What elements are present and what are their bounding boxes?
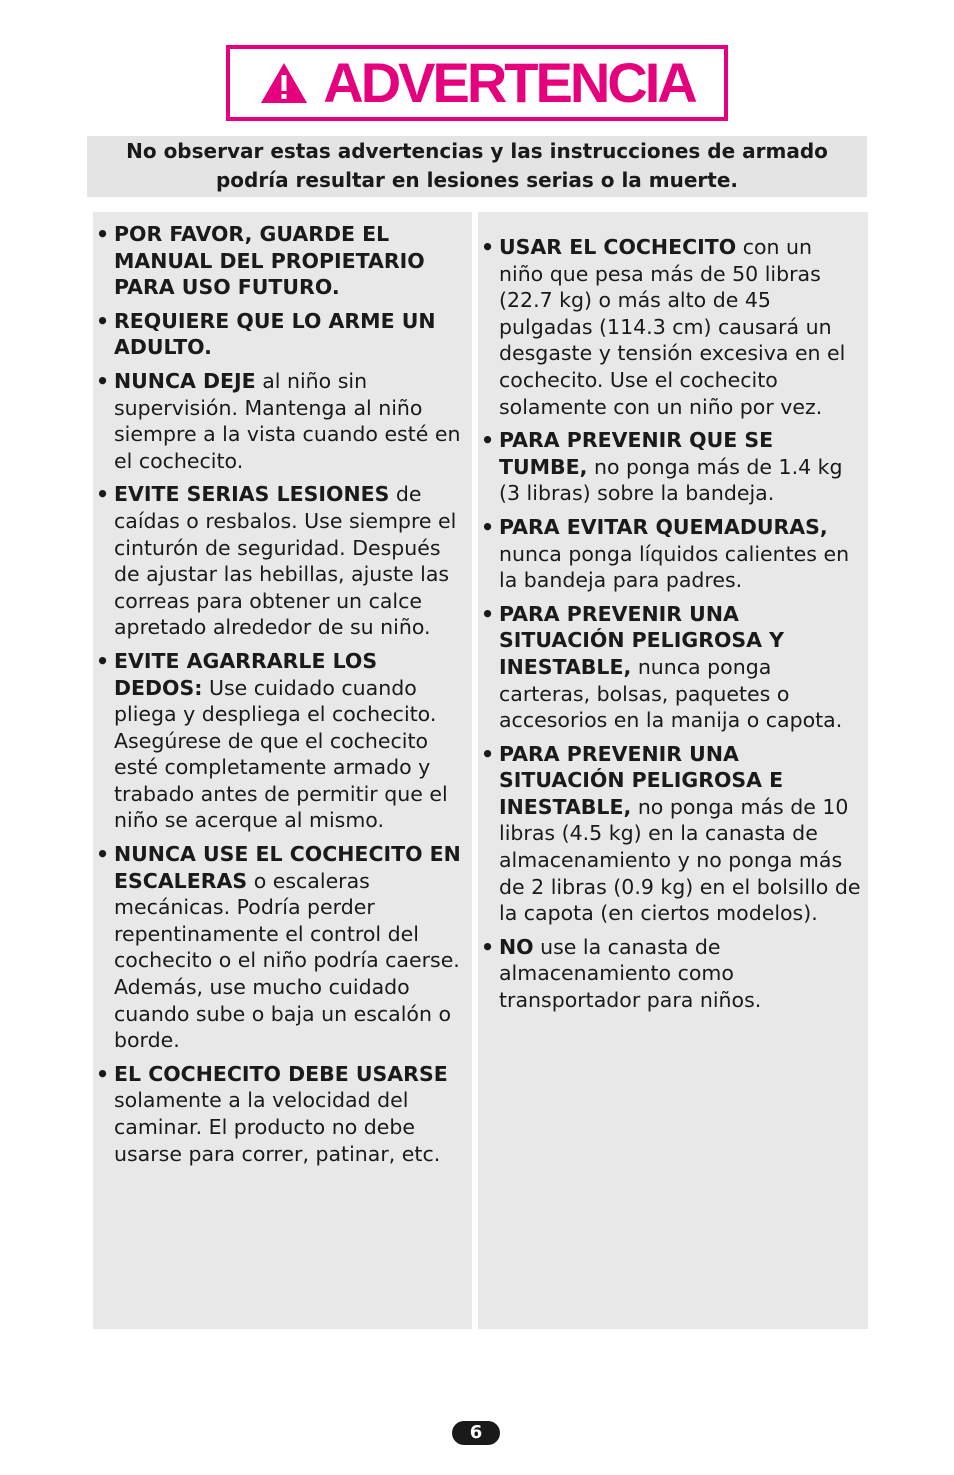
warning-banner	[226, 45, 728, 121]
warning-item-heading: PARA PREVENIR UNA SITUACIÓN PELIGROSA E INESTABLE,	[499, 741, 784, 819]
warning-item-text: no ponga más de 1.4 kg (3 libras) sobre la bandeja.	[499, 454, 843, 506]
warning-item	[478, 601, 862, 734]
warning-item-text: de caídas o resbalos. Use siempre el cinturón de seguridad. Después de ajustar las hebillas, ajuste las correas para obtener un calce apretado alrededor de su niño.	[114, 482, 457, 640]
warning-item-heading: EVITE AGARRARLE LOS DEDOS:	[114, 648, 378, 700]
subheader-line-1: No observar estas advertencias y las instrucciones de armado	[126, 139, 828, 163]
warning-item	[478, 514, 862, 594]
warning-item-heading: PARA PREVENIR UNA SITUACIÓN PELIGROSA Y INESTABLE,	[499, 601, 785, 679]
warning-item	[93, 841, 464, 1054]
warning-item	[93, 368, 464, 474]
warning-title: ADVERTENCIA	[323, 51, 695, 114]
warning-item-heading: NUNCA USE EL COCHECITO EN ESCALERAS	[114, 842, 461, 893]
warning-item-text: al niño sin supervisión. Mantenga al niño siempre a la vista cuando esté en el cochecito.	[114, 368, 461, 473]
warning-item-heading: EL COCHECITO DEBE USARSE	[114, 1061, 448, 1086]
warning-item-text: nunca ponga carteras, bolsas, paquetes o accesorios en la manija o capota.	[499, 654, 843, 733]
left-warning-column	[93, 212, 472, 1329]
warning-item	[93, 221, 464, 301]
warning-item-heading: POR FAVOR, GUARDE EL MANUAL DEL PROPIETARIO PARA USO FUTURO.	[114, 222, 425, 300]
warning-item-heading: REQUIERE QUE LO ARME UN ADULTO.	[114, 308, 436, 360]
subheader-line-2: podría resultar en lesiones serias o la muerte.	[215, 168, 738, 192]
warning-triangle-icon	[259, 61, 309, 105]
warning-item-heading: PARA EVITAR QUEMADURAS,	[499, 514, 828, 539]
warning-item-heading: NUNCA DEJE	[114, 368, 256, 393]
warning-item-text: no ponga más de 10 libras (4.5 kg) en la canasta de almacenamiento y no ponga más de 2 libras (0.9 kg) en el bolsillo de la capota (en ciertos modelos).	[499, 794, 861, 926]
warning-item	[93, 648, 464, 834]
warning-item	[93, 1061, 464, 1167]
warning-item-text: con un niño que pesa más de 50 libras (22.7 kg) o más alto de 45 pulgadas (114.3 cm) causará un desgaste y tensión excesiva en el cochecito. Use el cochecito solamente con un niño por vez.	[499, 235, 846, 419]
warning-item-heading: EVITE SERIAS LESIONES	[114, 482, 390, 507]
warning-item	[478, 427, 862, 507]
warning-item-text: Use cuidado cuando pliega y despliega el cochecito. Asegúrese de que el cochecito esté completamente armado y trabado antes de permitir que el niño se acerque al mismo.	[114, 675, 448, 833]
warning-item-heading: USAR EL COCHECITO	[499, 235, 737, 259]
warning-item-heading: PARA PREVENIR QUE SE TUMBE,	[499, 428, 774, 479]
warning-item	[93, 308, 464, 361]
warning-item	[478, 741, 862, 927]
warning-item-text: solamente a la velocidad del caminar. El producto no debe usarse para correr, patinar, etc.	[114, 1088, 441, 1166]
right-warning-column	[478, 212, 868, 1329]
page-number: 6	[452, 1421, 500, 1445]
warning-item-text: use la canasta de almacenamiento como transportador para niños.	[499, 934, 762, 1013]
warning-item-text: nunca ponga líquidos calientes en la bandeja para padres.	[499, 541, 850, 593]
warning-item	[478, 234, 862, 420]
warning-item-heading: NO	[499, 934, 534, 959]
warning-item-text: o escaleras mecánicas. Podría perder repentinamente el control del cochecito o el niño podría caerse. Además, use mucho cuidado cuando sube o baja un escalón o borde.	[114, 868, 460, 1053]
warning-item	[93, 481, 464, 641]
warning-subheader	[87, 136, 867, 197]
warning-item	[478, 934, 862, 1014]
